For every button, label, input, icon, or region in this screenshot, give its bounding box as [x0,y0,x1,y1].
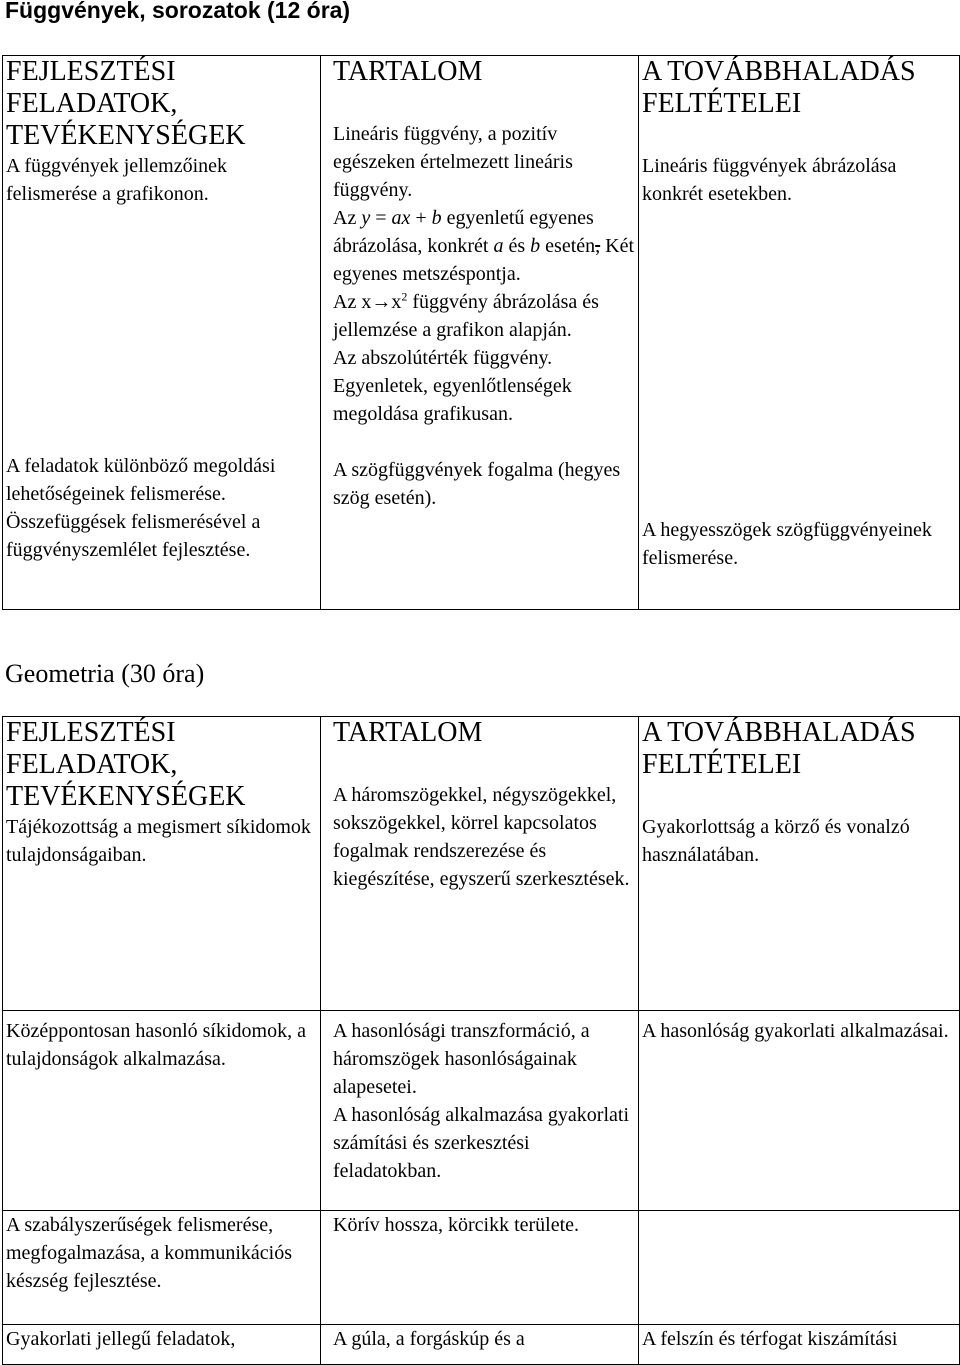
section-title-geometry: Geometria (30 óra) [5,659,205,688]
header-content: TARTALOM [333,56,483,87]
geometry-task-text: A szabályszerűségek felismerése, megfogalmazása, a kommunikációs készség fejlesztése. [6,1214,293,1292]
header-requirements: A TOVÁBBHALADÁS FELTÉTELEI [642,56,916,119]
geometry-cell [3,1325,321,1365]
geometry-task-text: Középpontosan hasonló síkidomok, a tulajdonságok alkalmazása. [6,1020,306,1070]
content-linear-function: Lineáris függvény, a pozitív egészeken értelmezett lineáris függvény. [333,123,573,201]
arrow-icon: → [371,291,392,313]
requirement-linear-graphs: Lineáris függvények ábrázolása konkrét esetekben. [642,155,897,205]
task-function-properties: A függvények jellemzőinek felismerése a grafikonon. [6,155,228,205]
geometry-content-text: A gúla, a forgáskúp és a [333,1328,525,1350]
header-requirements: A TOVÁBBHALADÁS FELTÉTELEI [642,717,916,780]
content-absolute-value: Az abszolútérték függvény. [333,347,553,369]
geometry-cell [639,717,960,1011]
geometry-content-text: A háromszögekkel, négyszögekkel, sokszögekkel, körrel kapcsolatos fogalmak rendszerezése és kiegészítése, egyszerű szerkesztések. [333,784,630,890]
geometry-cell [639,1325,960,1365]
table-row [3,717,960,1011]
geometry-content-text: Körív hossza, körcikk területe. [333,1214,580,1236]
geometry-cell [3,1011,321,1211]
geometry-requirement-text: A hasonlóság gyakorlati alkalmazásai. [642,1020,949,1042]
task-function-thinking: Összefüggések felismerésével a függvényszemlélet fejlesztése. [6,511,261,561]
header-tasks: FEJLESZTÉSI FELADATOK, TEVÉKENYSÉGEK [6,56,246,151]
header-content: TARTALOM [333,717,483,748]
table-row [3,1011,960,1211]
geometry-content-text: A hasonlósági transzformáció, a háromszögek hasonlóságainak alapesetei. [333,1020,590,1098]
requirement-trig-recognition: A hegyesszögek szögfüggvényeinek felismerése. [642,519,932,569]
functions-table [2,55,960,610]
content-line-equation: Az y = ax + b egyenletű egyenes ábrázolása, konkrét a és b esetén, Két egyenes metszéspontja. [333,207,635,285]
geometry-cell [639,1011,960,1211]
table-row [3,1211,960,1325]
content-graphical-solving: Egyenletek, egyenlőtlenségek megoldása grafikusan. [333,375,572,425]
geometry-requirement-text: Gyakorlottság a körző és vonalzó használatában. [642,816,910,866]
geometry-cell [3,1211,321,1325]
content-trig-functions: A szögfüggvények fogalma (hegyes szög esetén). [333,459,621,509]
header-tasks: FEJLESZTÉSI FELADATOK, TEVÉKENYSÉGEK [6,717,246,812]
functions-col-tasks [3,56,321,610]
geometry-content-text: A hasonlóság alkalmazása gyakorlati számítási és szerkesztési feladatokban. [333,1104,630,1182]
geometry-cell [321,1011,639,1211]
geometry-requirement-text: A felszín és térfogat kiszámítási [642,1328,898,1350]
section-title-functions: Függvények, sorozatok (12 óra) [5,0,351,23]
geometry-cell [321,1211,639,1325]
geometry-task-text: Gyakorlati jellegű feladatok, [6,1328,236,1350]
geometry-cell [321,1325,639,1365]
geometry-cell [3,717,321,1011]
task-solution-methods: A feladatok különböző megoldási lehetőségeinek felismerése. [6,455,276,505]
geometry-cell [321,717,639,1011]
geometry-table [2,716,960,1365]
functions-col-content [321,56,639,610]
geometry-cell [639,1211,960,1325]
geometry-task-text: Tájékozottság a megismert síkidomok tulajdonságaiban. [6,816,311,866]
table-row [3,1325,960,1365]
functions-col-requirements [639,56,960,610]
content-square-function: Az $x\to x^2$ függvény ábrázolása és jellemzése a grafikon alapján. [333,289,599,341]
